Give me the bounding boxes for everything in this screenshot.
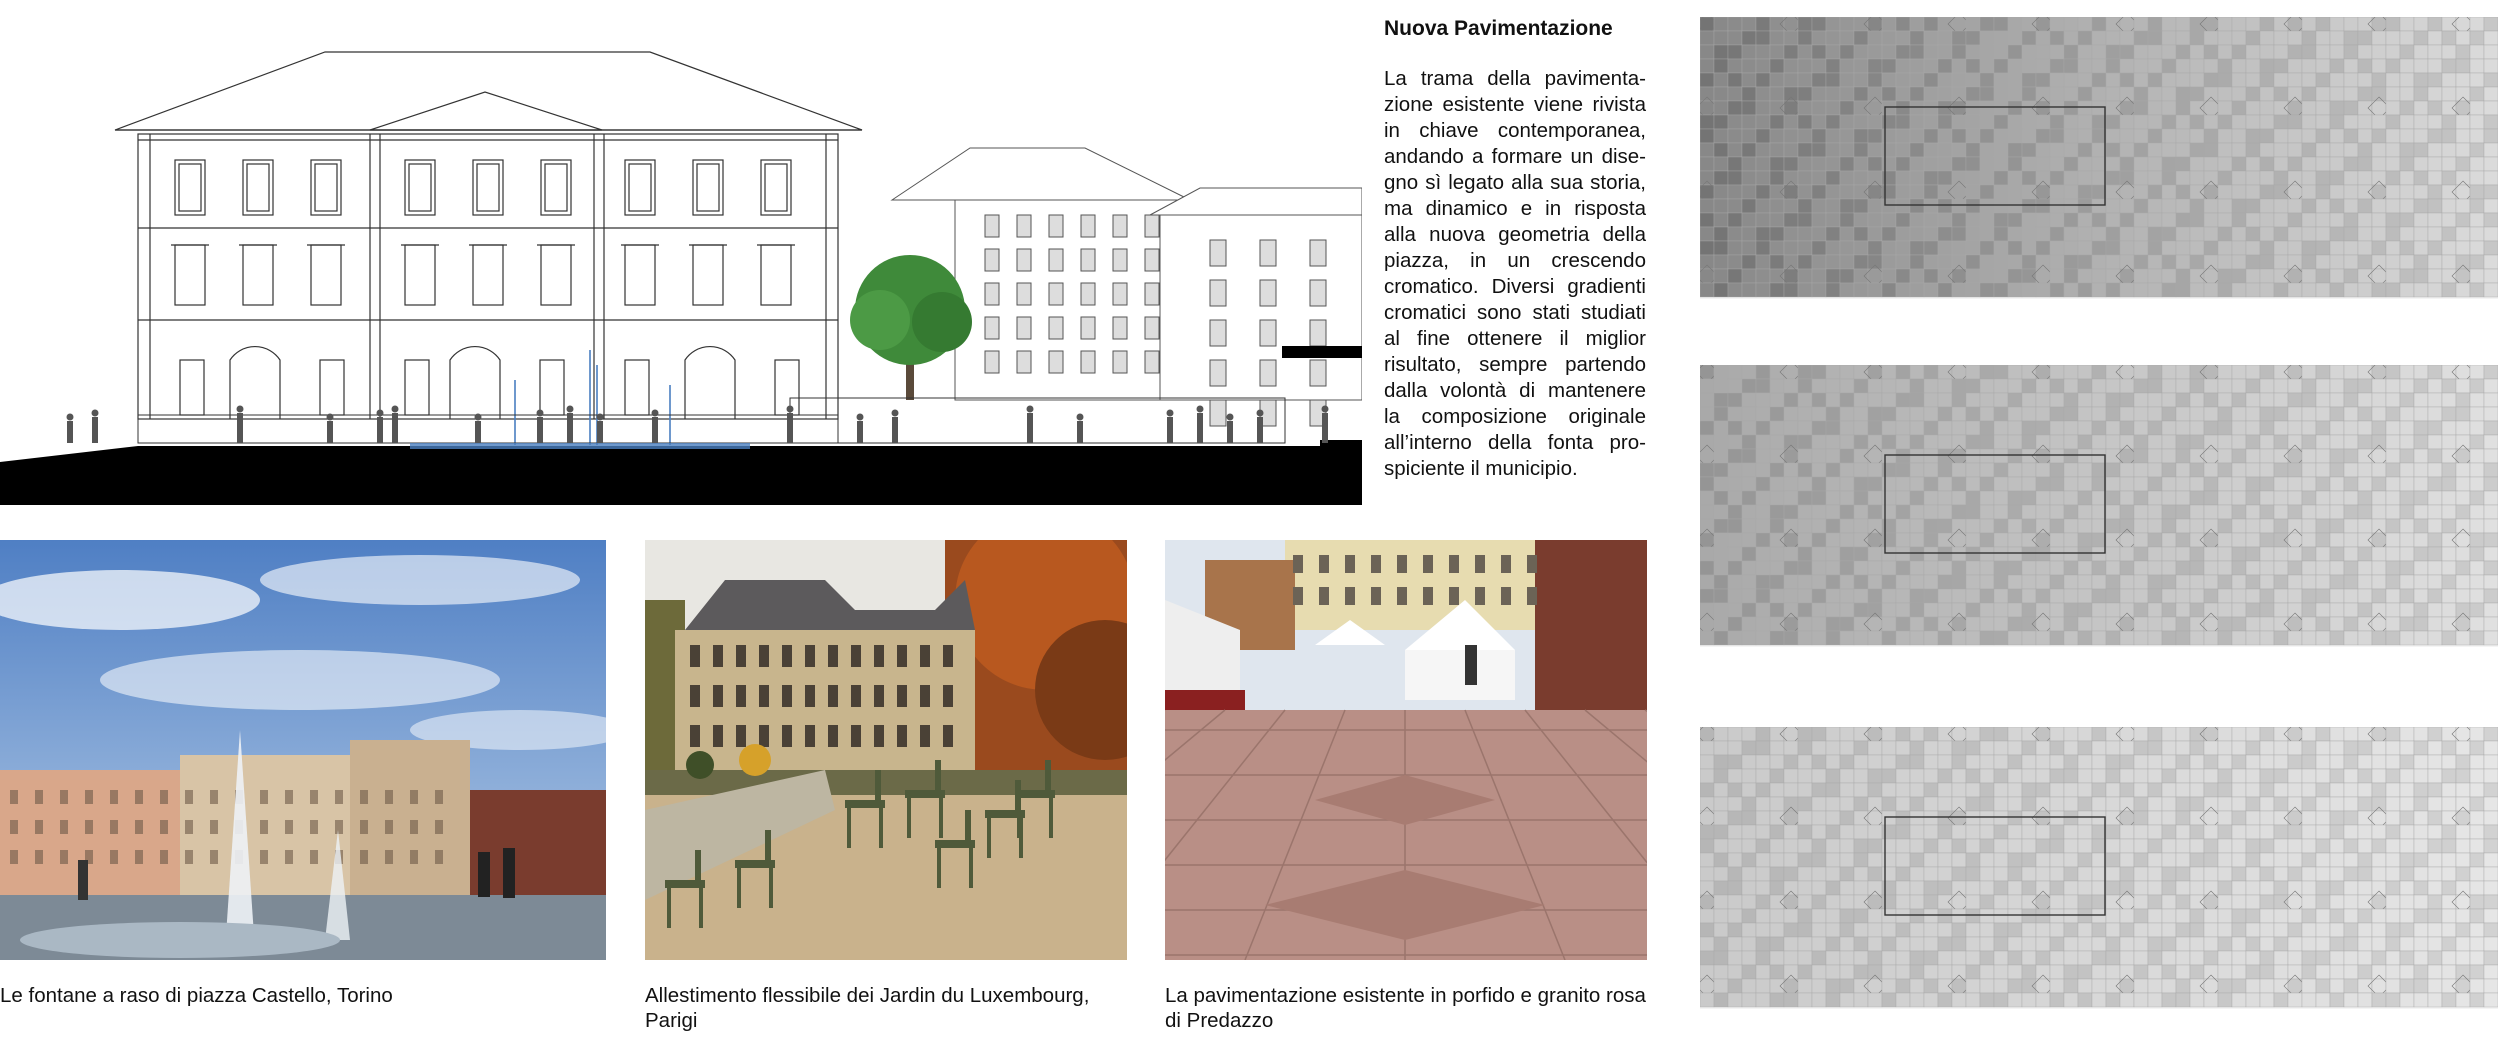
elevation-drawing	[0, 0, 1362, 505]
photo-jardin-luxembourg	[645, 540, 1127, 960]
side-buildings	[892, 148, 1362, 426]
section-body: La trama della pavimentazione esistente viene rivista in chiave contemporanea, andando a formare un disegno sì legato alla sua storia, ma dinamico e in risposta alla nuova geometria della piazza, in un crescendo cromatico. Diversi gradienti cromatici sono stati studiati al fine ottenere il miglior risultato, sempre partendo dalla volontà di mantenere la composizione originale all’interno della fonta prospiciente il municipio.	[1384, 67, 1646, 480]
caption-photo-1: Le fontane a raso di piazza Castello, Torino	[0, 984, 393, 1007]
town-hall-facade	[115, 52, 862, 419]
photo-predazzo-pavement	[1165, 540, 1647, 960]
section-title: Nuova Pavimentazione	[1384, 17, 1613, 40]
tree	[850, 255, 972, 400]
pavement-pattern-2	[1700, 365, 2498, 647]
pavement-pattern-3	[1700, 727, 2498, 1009]
photo-piazza-castello	[0, 540, 606, 960]
canopy	[1282, 346, 1362, 358]
text-column	[1384, 14, 1646, 482]
pavement-pattern-1	[1700, 17, 2498, 299]
ground-section	[0, 440, 1362, 505]
caption-photo-2: Allestimento flessibile dei Jardin du Luxembourg, Parigi	[645, 984, 1090, 1032]
caption-photo-3: La pavimentazione esistente in porfido e granito rosa di Predazzo	[1165, 984, 1646, 1032]
